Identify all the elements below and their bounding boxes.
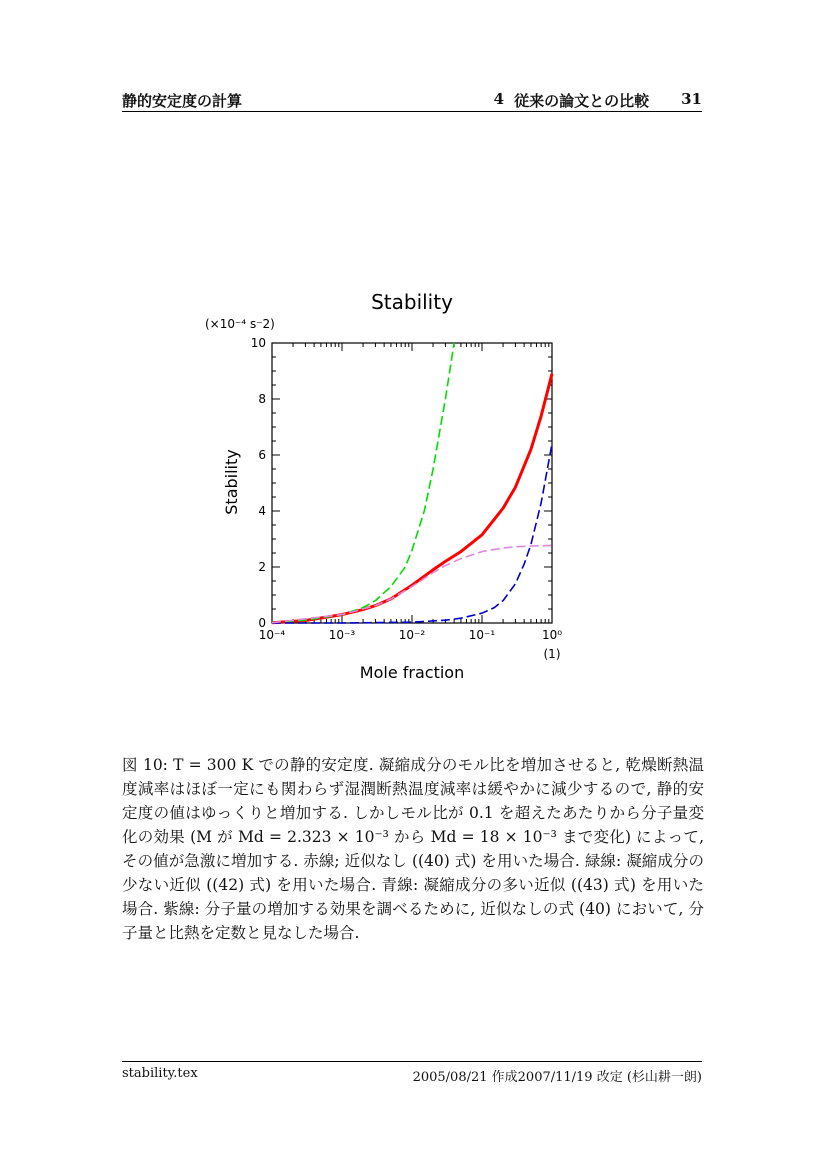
- footer-rule: [122, 1061, 702, 1062]
- y-tick-label: 4: [258, 504, 266, 518]
- y-tick-label: 6: [258, 448, 266, 462]
- section-number: 4: [493, 90, 505, 108]
- y-unit-label: (×10⁻⁴ s⁻2): [205, 317, 275, 331]
- series-blue-line: [272, 444, 552, 623]
- y-tick-label: 10: [250, 336, 266, 350]
- x-tick-label: 10⁻¹: [468, 628, 496, 642]
- x-axis-label: Mole fraction: [359, 663, 465, 682]
- x-tick-label: 10⁻³: [328, 628, 356, 642]
- x-unit-label: (1): [543, 647, 561, 661]
- x-tick-label: 10⁻²: [398, 628, 426, 642]
- y-tick-label: 0: [258, 616, 266, 630]
- section-title: 従来の論文との比較: [514, 92, 650, 110]
- chart-title: Stability: [371, 290, 453, 314]
- y-axis-label: Stability: [222, 449, 241, 515]
- figure-caption: 図 10: T = 300 K での静的安定度. 凝縮成分のモル比を増加させると, 乾燥断熱温度減率はほぼ一定にも関わらず湿潤断熱温度減率は緩やかに減少するので, 静的安定度の値はゆっくりと増加する. しかしモル比が 0.1 を超えたあたりから分子量変化の効果 (M が Md = 2.323 × 10⁻³ から Md = 18 × 10⁻³ まで変化) によって, その値が急激に増加する. 赤線; 近似なし ((40) 式) を用いた場合. 緑線: 凝縮成分の少ない近似 ((42) 式) を用いた場合. 青線: 凝縮成分の多い近似 ((43) 式) を用いた場合. 紫線: 分子量の増加する効果を調べるために, 近似なしの式 (40) において, 分子量と比熱を定数と見なした場合.: [122, 756, 704, 942]
- stability-chart: [180, 280, 600, 700]
- running-header-section: [494, 90, 702, 111]
- series-layer: [272, 343, 552, 623]
- series-green-line: [272, 343, 454, 623]
- series-red-line: [272, 374, 552, 623]
- running-header-title: 静的安定度の計算: [122, 92, 243, 110]
- footer-dates: 2005/08/21 作成2007/11/19 改定 (杉山耕一朗): [412, 1070, 702, 1085]
- header-rule: [122, 111, 702, 112]
- y-tick-label: 8: [258, 392, 266, 406]
- x-tick-label: 10⁻⁴: [258, 628, 286, 642]
- x-tick-label: 10⁰: [541, 628, 563, 642]
- y-tick-label: 2: [258, 560, 266, 574]
- plot-frame: [272, 343, 552, 623]
- footer-filename: stability.tex: [122, 1066, 198, 1081]
- page-number: 31: [681, 90, 702, 108]
